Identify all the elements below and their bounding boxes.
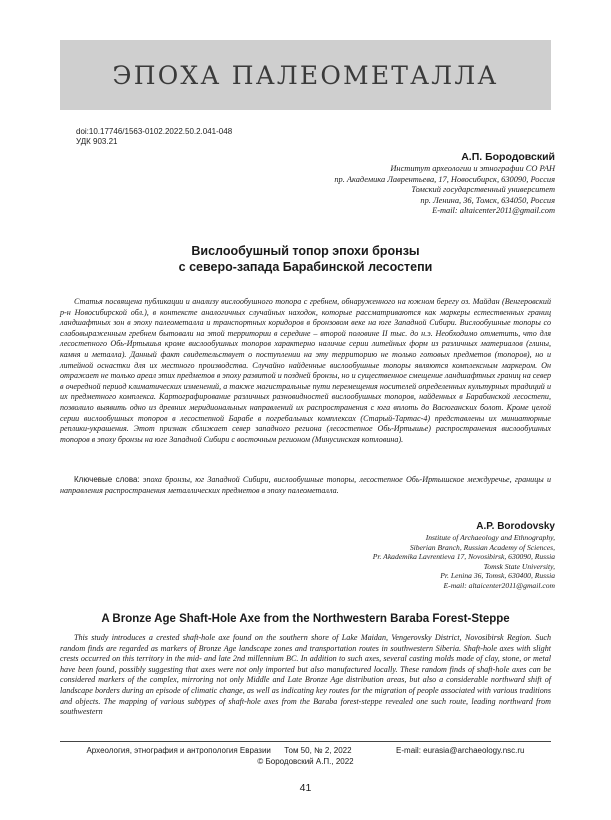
author-name-en: A.P. Borodovsky [476, 521, 555, 532]
affiliation-line: Tomsk State University, [483, 561, 555, 571]
title-line-1: Вислообушный топор эпохи бронзы [191, 244, 420, 258]
author-email-ru[interactable]: E-mail: altaicenter2011@gmail.com [432, 206, 555, 216]
author-email-en[interactable]: E-mail: altaicenter2011@gmail.com [443, 580, 555, 590]
affiliation-line: пр. Академика Лаврентьева, 17, Новосибирск, 630090, Россия [334, 174, 555, 184]
section-title: ЭПОХА ПАЛЕОМЕТАЛЛА [112, 60, 499, 90]
journal-email[interactable]: E-mail: eurasia@archaeology.nsc.ru [396, 746, 525, 755]
affiliation-line: Институт археологии и этнографии СО РАН [390, 164, 555, 173]
affiliation-line: Pr. Lenina 36, Tomsk, 630400, Russia [440, 571, 555, 581]
author-name-ru: А.П. Бородовский [461, 151, 555, 163]
keywords-label: Ключевые слова: [74, 475, 140, 484]
footer-divider [60, 741, 551, 742]
footer-line-1 [60, 745, 551, 756]
title-line-2: с северо-запада Барабинской лесостепи [178, 260, 433, 274]
page-footer [60, 745, 551, 767]
page-number: 41 [299, 782, 312, 794]
keywords-text: эпоха бронзы, юг Западной Сибири, вислообушные топоры, лесостепное Обь-Иртышское междуречье, границы и направления распространения металлических предметов в эпоху палеометалла. [60, 475, 551, 495]
abstract-en: This study introduces a crested shaft-hole axe found on the southern shore of Lake Maidan, Vengerovsky District, Novosibirsk Region. Such random finds are regarded as markers of Bronze Age landscape zones and transportation routes in southwestern Siberia. Shaft-hole axes with slight crests occurred on this territory in the mid- and late 2nd millennium BC. In addition to such axes, several casting molds made of clay, stone, or metal have been found, possibly suggesting that axes were not only imported but also manufactured locally. These random finds of shaft-hole axes can be considered markers of the complex, mirroring not only Middle and Late Bronze Age distribution areas, but also a considerable northward shift of landscape borders during an episode of climatic change, as well as indicating key routes for the migration of people associated with various traditions and objects. The mapping of various subtypes of shaft-hole axes from the Baraba forest-steppe revealed one such route, leading northward from southwestern [60, 633, 551, 717]
journal-name: Археология, этнография и антропология Евразии [86, 746, 271, 755]
article-meta [76, 127, 232, 147]
copyright: © Бородовский А.П., 2022 [257, 757, 354, 766]
affiliation-line: Institute of Archaeology and Ethnography, [425, 533, 555, 542]
affiliation-line: пр. Ленина, 36, Томск, 634050, Россия [420, 195, 555, 205]
doi[interactable]: doi:10.17746/1563-0102.2022.50.2.041-048 [76, 127, 233, 136]
udk: УДК 903.21 [76, 137, 118, 146]
affiliation-line: Томский государственный университет [411, 185, 555, 195]
journal-year: 2022 [333, 746, 352, 755]
section-banner [60, 40, 551, 110]
abstract-ru: Статья посвящена публикации и анализу вислообушного топора с гребнем, обнаруженного на южном берегу оз. Майдан (Венгеровский р-н Новосибирской обл.), в контексте аналогичных случайных находок, которые рассматриваются как маркеры естественных границ ландшафтных зон в эпоху палеометалла и транспортных коридоров в бронзовом веке на юге Западной Сибири. Вислообушные топоры со слабовыраженным гребнем бытовали на этой территории в середине – второй половине II тыс. до н.э. Необходимо отметить, что для лесостепного Обь-Иртышья кроме вислообушных топоров характерно наличие серии литейных форм из различных материалов (глины, камня и металла). Данный факт свидетельствует о поступлении на эту территорию не только готовых предметов (топоров), но и литейной оснастки для их местного производства. Случайно найденные вислообушные топоры являются комплексным маркером. Он отражает не только ареал этих предметов в эпоху развитой и поздней бронзы, но и существенное смещение ландшафтных границ на север в очередной период климатических изменений, а также магистральные пути перемещения носителей определенных культурных традиций и их предметного комплекса. Картографирование различных разновидностей вислообушных топоров, найденных в Барабинской лесостепи, позволило выявить одно из древних меридиональных направлений их распространения с юга вплоть до Васюганских болот. Кроме целой серии вислообушных топоров в лесостепной Барабе в погребальных комплексах (Старый-Тартас-4) представлены их миниатюрные реплики-украшения. Этот признак сближает север западного региона (лесостепное Обь-Иртышье) распространения вислообушных топоров в эпоху бронзы на юге Западной Сибири с восточным регионом (Минусинская котловина). [60, 297, 551, 444]
article-title-en: A Bronze Age Shaft-Hole Axe from the Northwestern Baraba Forest-Steppe [101, 613, 510, 625]
journal-volume: Том 50, [284, 746, 312, 755]
author-block-en [255, 521, 555, 591]
affiliation-line: Pr. Akademika Lavrentieva 17, Novosibirsk, 630090, Russia [372, 552, 555, 562]
article-title-ru [60, 243, 551, 275]
affiliation-line: Siberian Branch, Russian Academy of Sciences, [409, 542, 555, 552]
keywords-ru [60, 475, 551, 496]
author-block-ru [255, 151, 555, 217]
journal-issue: № 2, [314, 746, 332, 755]
